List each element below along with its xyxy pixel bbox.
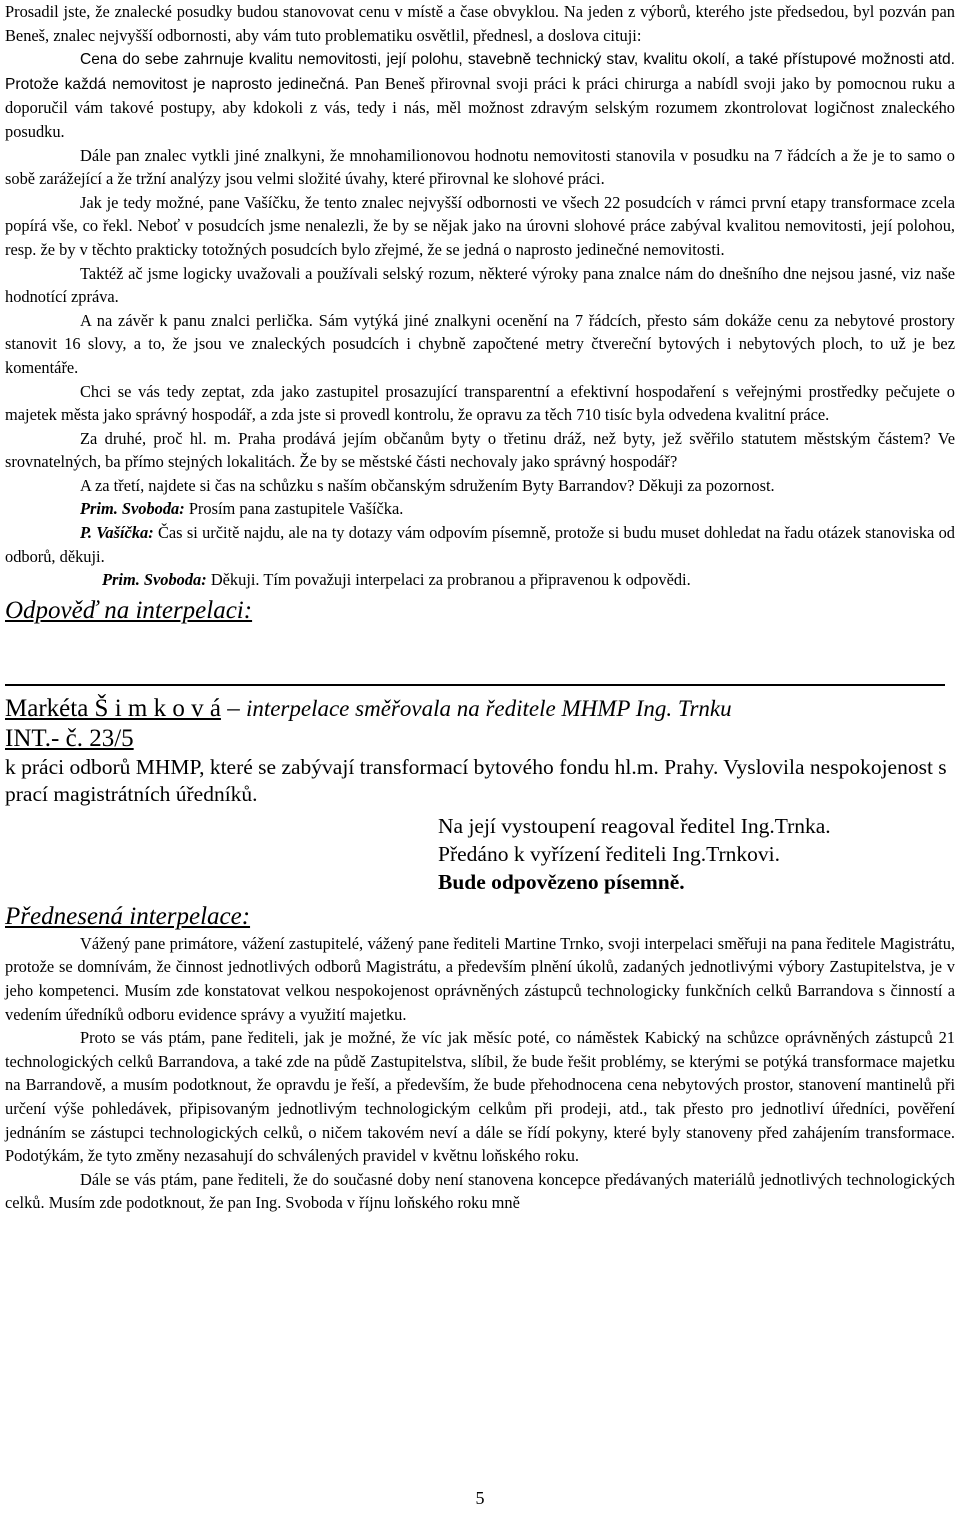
speaker-label: Prim. Svoboda: (102, 570, 207, 590)
interpelace-number: INT.- č. 23/5 (5, 724, 134, 752)
paragraph-vazeny: Vážený pane primátore, vážení zastupitelé, vážený pane řediteli Martine Trnko, svoji interpelaci směřuji na pana ředitele Magistrátu, protože se domnívám, že činnost jednotlivých odborů Magistrátu, a především plnění úkolů, zadaných jednotlivými výbory Zastupitelstva, je v jeho kompetenci. Musím zde konstatovat velkou nespokojenost oprávněných zástupců technologicky funkčních celků Barrandova s činností a vedením úředníků odboru evidence správy a využití majetku. (5, 933, 955, 1024)
paragraph-znalec: Dále pan znalec vytkli jiné znalkyni, že mnohamilionovou hodnotu nemovitosti stanovila v posudku na 7 řádcích a že je to samo o sobě zarážející a že tržní analýzy jsou velmi složité úvahy, které přirovnal ke slohové práci. (5, 145, 955, 189)
benes-text: Pan Beneš přirovnal svoji práci k práci chirurga a nabídl svoji jako by pomocnou ruku a doporučil vám takové postupy, aby kdokoli z vás, tedy i nás, měl možnost zdravým selským rozumem zkontrolovat logičnost znaleckého posudku. (5, 73, 955, 141)
speaker-label: Prim. Svoboda: (80, 499, 185, 519)
speech-svoboda-1 (5, 497, 955, 521)
note-written-answer: Bude odpovězeno písemně. (438, 869, 685, 894)
paragraph-chci-se-zeptat: Chci se vás tedy zeptat, zda jako zastupitel prosazující transparentní a efektivní hospodaření s veřejnými prostředky pečujete o majetek města jako správný hospodář, a zda jste si provedl kontrolu, že opravu za těch 710 tisíc byla odvedena kvalitní práce. (5, 381, 955, 425)
note-handover: Předáno k vyřízení řediteli Ing.Trnkovi. (438, 841, 780, 866)
paragraph-jak-je-mozne: Jak je tedy možné, pane Vašíčku, že tento znalec nejvyšší odbornosti ve všech 22 posudcích v rámci první etapy transformace zcela popírá vše, co řekl. Neboť v posudcích jsme nenalezli, že by se nějak jako na úrovni slohové práce zabýval kvalitou nemovitosti, její polohou, resp. že by v těchto prakticky totožných posudcích bylo zřejmé, že se jedná o naprosto jedinečné nemovitosti. (5, 192, 955, 259)
heading-answer: Odpověď na interpelaci: (5, 596, 253, 624)
paragraph-taktez: Taktéž ač jsme logicky uvažovali a používali selský rozum, některé výroky pana znalce nám do dnešního dne nejsou jasné, viz naše hodnotící zpráva. (5, 263, 955, 307)
note-reaction: Na její vystoupení reagoval ředitel Ing.Trnka. (438, 813, 831, 838)
paragraph-perlicka: A na závěr k panu znalci perlička. Sám vytýká jiné znalkyni ocenění na 7 řádcích, přesto sám dokáže cenu za nebytové prostory stanovit 16 slovy, a to, že jsou ve znaleckých posudcích i chybně započtené metry čtvereční bytových i nebytových ploch, to už je bez komentáře. (5, 310, 955, 377)
speaker-name: Markéta Š i m k o v á (5, 694, 221, 722)
speech-vasicka (5, 521, 955, 568)
speaker-label: P. Vašíčka: (80, 523, 154, 543)
speech-text: Děkuji. Tím považuji interpelaci za probranou a připravenou k odpovědi. (206, 570, 691, 590)
addressee: interpelace směřovala na ředitele MHMP Ing. Trnku (245, 695, 732, 721)
section-divider (5, 684, 945, 686)
speech-text: Prosím pana zastupitele Vašíčka. (184, 499, 404, 519)
paragraph-quote-and-benes (5, 47, 955, 143)
paragraph-proto-se-ptam: Proto se vás ptám, pane řediteli, jak je možné, že víc jak měsíc poté, co náměstek Kabický na schůzce oprávněných zástupců 21 technologických celků Barrandova, a také zde na půdě Zastupitelstva, slíbil, že bude řešit problémy, se kterými se potýká transformace majetku na Barrandově, a musím podotknout, že opravdu je řeší, a především, že bude přehodnocena cena nebytových prostor, stanovení mantinelů při určení výše pohledávek, připisovaným jednotlivým technologickým celkům při prodeji, atd., tak přesto pro jednotliví úředníci, pověření jednáním se zástupci technologických celků, o ničem takovém neví a dále se řídí pokyny, které byly stanoveny před zahájením transformace. Podotýkám, že tyto změny nezasahují do schválených pravidel v květnu loňského roku. (5, 1028, 955, 1166)
interpelace-topic: k práci odborů MHMP, které se zabývají transformací bytového fondu hl.m. Prahy. Vyslovila nespokojenost s prací magistrátních úředníků. (5, 754, 947, 806)
paragraph-za-druhe: Za druhé, proč hl. m. Praha prodává jejím občanům byty o třetinu dráž, než byty, jež svěřilo statutem městským částem? Ve srovnatelných, ba přímo stejných lokalitách. Že by se městské části nechovaly jako správný hospodář? (5, 428, 955, 472)
page-number: 5 (475, 1488, 485, 1508)
speech-svoboda-2 (5, 568, 955, 592)
speech-text: Čas si určitě najdu, ale na ty dotazy vám odpovím písemně, protože si budu muset dohledat na řadu otázek stanoviska od odborů, děkuji. (5, 523, 955, 566)
interpelace-title (5, 694, 955, 724)
heading-presented: Přednesená interpelace: (5, 902, 251, 930)
paragraph-za-treti: A za třetí, najdete si čas na schůzku s naším občanským sdružením Byty Barrandov? Děkuji za pozornost. (80, 475, 775, 495)
dash: – (220, 694, 246, 722)
paragraph-dale-se-ptam: Dále se vás ptám, pane řediteli, že do současné doby není stanovena koncepce předávaných materiálů jednotlivých technologických celků. Musím zde podotknout, že pan Ing. Svoboda v říjnu loňského roku mně (5, 1169, 955, 1213)
quote-text: Cena do sebe zahrnuje kvalitu nemovitosti, její polohu, stavebně technický stav, kvalitu okolí, a také přístupové možnosti atd. Protože každá nemovitost je naprosto jedinečná. (5, 51, 955, 93)
paragraph-prosadil: Prosadil jste, že znalecké posudky budou stanovovat cenu v místě a čase obvyklou. Na jeden z výborů, kterého jste předsedou, byl pozván pan Beneš, znalec nejvyšší odbornosti, aby vám tuto problematiku osvětlil, přednesl, a doslova cituji: (5, 2, 955, 45)
document-page (5, 0, 955, 1215)
